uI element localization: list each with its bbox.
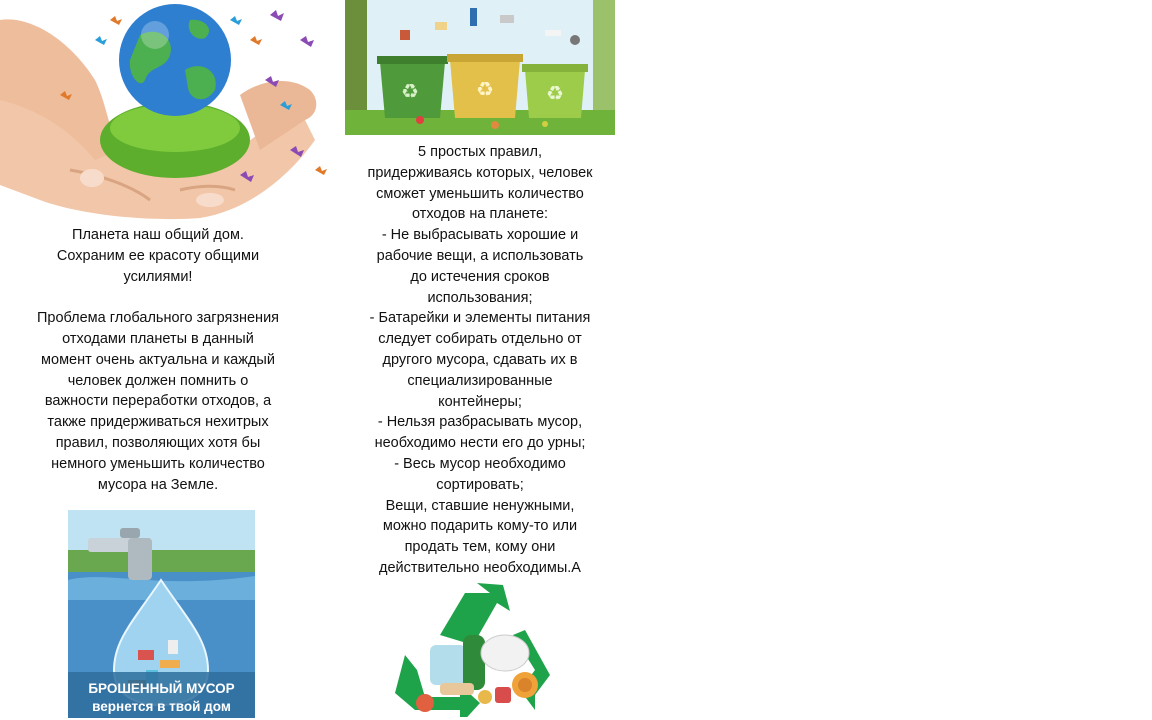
svg-text:♻: ♻ bbox=[546, 81, 564, 105]
pollution-paragraph: Проблема глобального загрязнения отходами планеты в данный момент очень актуальна и каждый человек должен помнить о важности переработки отходов, а также придерживаться нехитрых правил, позволяющих хотя бы немного уменьшить количество мусора на Земле. bbox=[36, 310, 280, 493]
middle-text-column bbox=[345, 142, 615, 579]
rule-item: - Не выбрасывать хорошие и рабочие вещи, а использовать до истечения сроков использования; bbox=[376, 227, 584, 306]
left-text-column bbox=[18, 225, 298, 495]
rule-item: - Нельзя разбрасывать мусор, необходимо нести его до урны; bbox=[374, 414, 586, 452]
poster-caption bbox=[68, 680, 255, 716]
poster-line-2: вернется в твой дом bbox=[92, 699, 231, 714]
hands-globe-illustration bbox=[0, 0, 345, 222]
poster-line-1: БРОШЕННЫЙ МУСОР bbox=[88, 681, 235, 696]
recycle-symbol-illustration bbox=[385, 575, 565, 717]
faucet-poster-illustration bbox=[68, 510, 255, 718]
svg-text:♻: ♻ bbox=[401, 79, 419, 103]
rule-item: Вещи, ставшие ненужными, можно подарить кому-то или продать тем, кому они действительно необходимы.А bbox=[379, 497, 581, 576]
slogan-text: Планета наш общий дом. Сохраним ее красоту общими усилиями! bbox=[56, 227, 260, 285]
paragraph-spacer bbox=[18, 287, 298, 308]
rule-item: - Весь мусор необходимо сортировать; bbox=[394, 455, 566, 493]
recycling-bins-illustration bbox=[345, 0, 615, 135]
rules-intro: 5 простых правил, придерживаясь которых, человек сможет уменьшить количество отходов на планете: bbox=[367, 144, 593, 223]
svg-text:♻: ♻ bbox=[476, 77, 494, 101]
rule-item: - Батарейки и элементы питания следует собирать отдельно от другого мусора, сдавать их в специализированные контейнеры; bbox=[369, 310, 591, 410]
